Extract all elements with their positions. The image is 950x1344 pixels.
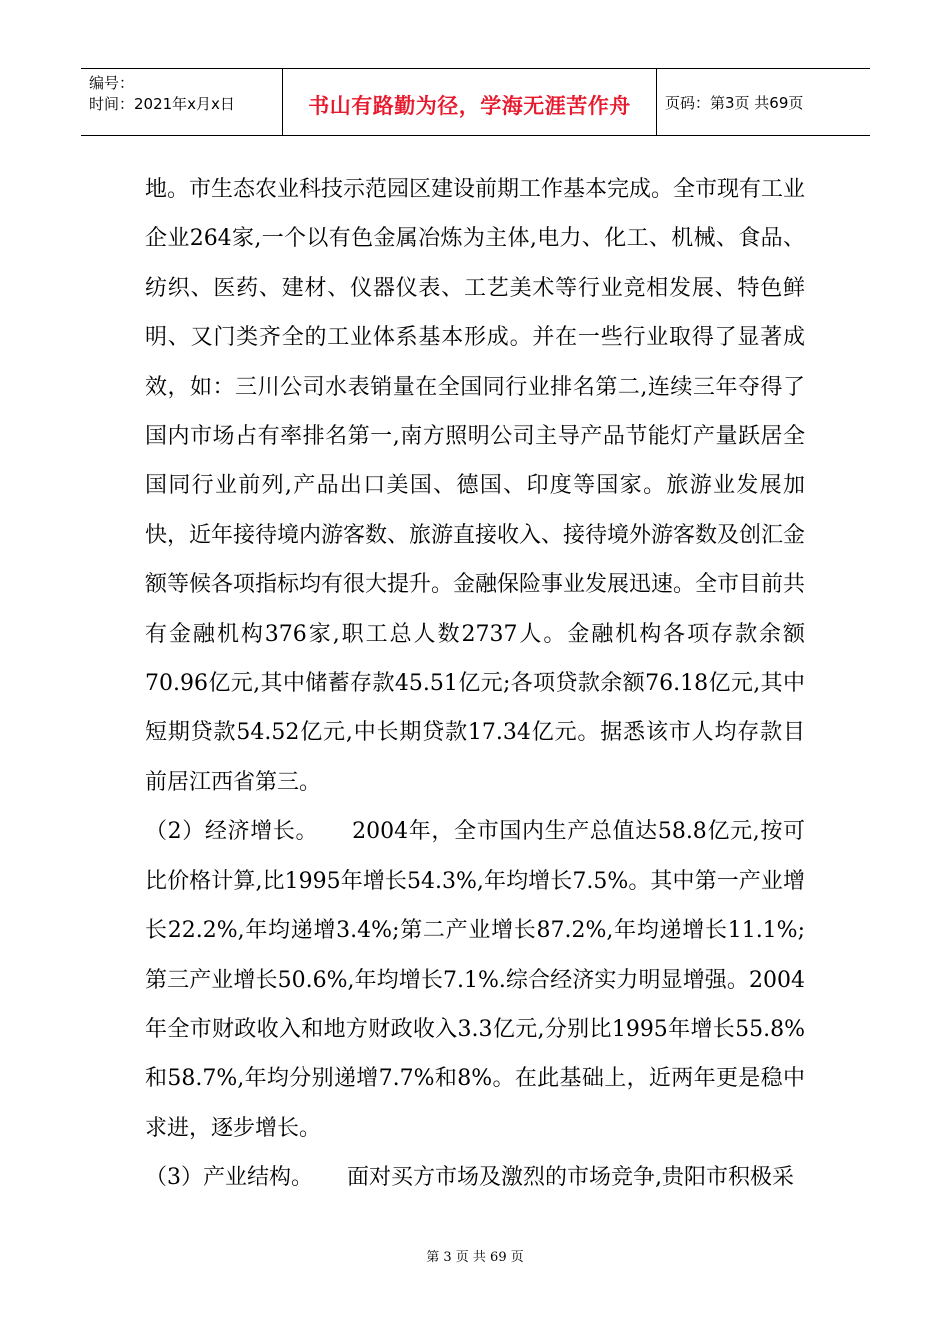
section-text-2: 2004年，全市国内生产总值达58.8亿元,按可比价格计算,比1995年增长54.3%,年均增长7.5%。其中第一产业增长22.2%,年均递增3.4%;第二产业增长87.2%,年均递增长11.1%;第三产业增长50.6%,年均增长7.1%.综合经济实力明显增强。2004年全市财政收入和地方财政收入3.3亿元,分别比1995年增长55.8%和58.7%,年均分别递增7.7%和8%。在此基础上，近两年更是稳中求进，逐步增长。	[145, 819, 806, 1141]
section-heading-3: （3）产业结构。	[145, 1165, 313, 1191]
document-date-label: 时间：2021年x月x日	[89, 95, 235, 113]
body-paragraph-1: 地。市生态农业科技示范园区建设前期工作基本完成。全市现有工业企业264家,一个以有色金属冶炼为主体,电力、化工、机械、食品、纺织、医药、建材、仪器仪表、工艺美术等行业竞相发展、特色鲜明、又门类齐全的工业体系基本形成。并在一些行业取得了显著成效，如：三川公司水表销量在全国同行业排名第二,连续三年夺得了国内市场占有率排名第一,南方照明公司主导产品节能灯产量跃居全国同行业前列,产品出口美国、德国、印度等国家。旅游业发展加快，近年接待境内游客数、旅游直接收入、接待境外游客数及创汇金额等候各项指标均有很大提升。金融保险事业发展迅速。全市目前共有金融机构376家,职工总人数2737人。金融机构各项存款余额70.96亿元,其中储蓄存款45.51亿元;各项贷款余额76.18亿元,其中短期贷款54.52亿元,中长期贷款17.34亿元。据悉该市人均存款目前居江西省第三。	[145, 177, 806, 795]
document-number-label: 编号：	[89, 74, 135, 92]
body-paragraph-2	[145, 807, 805, 1153]
page-footer: 第 3 页 共 69 页	[426, 1250, 524, 1265]
header-motto: 书山有路勤为径，学海无涯苦作舟	[283, 69, 657, 135]
page-header	[81, 68, 870, 136]
header-meta-cell	[81, 69, 283, 135]
document-body	[145, 165, 805, 1203]
section-heading-2: （2）经济增长。	[145, 819, 319, 845]
body-paragraph-3	[145, 1153, 805, 1202]
section-text-3: 面对买方市场及激烈的市场竞争,贵阳市积极采	[347, 1165, 794, 1191]
header-page-info: 页码：第3页 共69页	[665, 93, 804, 112]
